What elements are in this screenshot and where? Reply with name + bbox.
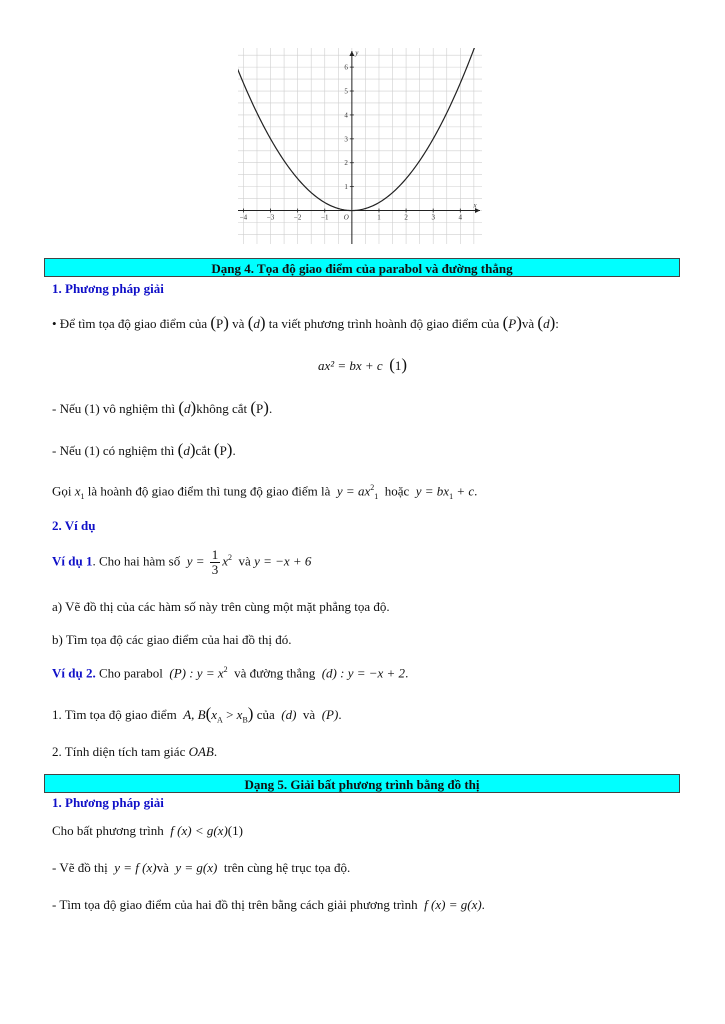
y-tick-label: 6	[344, 63, 348, 72]
section-5-line-1: Cho bất phương trình f (x) < g(x)(1)	[52, 823, 243, 838]
origin-label: O	[343, 213, 349, 222]
section-5-banner: Dạng 5. Giải bất phương trình bằng đồ thị	[44, 774, 680, 793]
x-tick-label: −3	[266, 213, 275, 222]
x-tick-label: 4	[458, 213, 463, 222]
example-1-part-b: b) Tìm tọa độ các giao điểm của hai đồ thị đó.	[52, 632, 292, 647]
x-tick-label: 3	[431, 213, 435, 222]
graph-tick-labels	[240, 49, 478, 222]
section-5-method-heading: 1. Phương pháp giải	[52, 795, 164, 810]
section-5-line-3: - Tìm tọa độ giao điểm của hai đồ thị trên bằng cách giải phương trình f (x) = g(x).	[52, 897, 485, 912]
parabol-curve	[238, 48, 477, 211]
case-1-line: - Nếu (1) vô nghiệm thì (d)không cắt (P).	[52, 398, 273, 417]
y-axis-label: y	[355, 49, 359, 57]
x-tick-label: −1	[321, 213, 329, 222]
x-tick-label: 2	[404, 213, 408, 222]
x-tick-label: 1	[377, 213, 381, 222]
section-4-method-heading: 1. Phương pháp giải	[52, 281, 164, 296]
y-tick-label: 1	[344, 183, 348, 192]
bullet-line: • Để tìm tọa độ giao điểm của (P) và (d) ta viết phương trình hoành độ giao điểm của (P)và (d):	[52, 313, 559, 332]
example-2-part-2: 2. Tính diện tích tam giác OAB.	[52, 744, 218, 759]
x-tick-label: −4	[239, 213, 248, 222]
y-tick-label: 4	[344, 111, 348, 120]
parabol-graph	[238, 48, 482, 244]
y-tick-label: 3	[344, 135, 348, 144]
graph-axes	[238, 51, 480, 244]
x-axis-label: x	[473, 201, 477, 210]
y-tick-label: 2	[344, 159, 348, 168]
section-4-banner: Dạng 4. Tọa độ giao điểm của parabol và đường thẳng	[44, 258, 680, 277]
section-5-line-2: - Vẽ đồ thị y = f (x)và y = g(x) trên cùng hệ trục tọa độ.	[52, 860, 351, 875]
section-4-example-heading: 2. Ví dụ	[52, 518, 96, 533]
fraction-one-third: $\frac{1}{3}$	[211, 547, 219, 577]
example-1-part-a: a) Vẽ đồ thị của các hàm số này trên cùng một mặt phẳng tọa độ.	[52, 599, 390, 614]
x-tick-label: −2	[293, 213, 302, 222]
example-2-part-1: 1. Tìm tọa độ giao điểm A, $B(x_A > x_B)$ của (d) và (P).	[52, 704, 342, 725]
example-1-line: Ví dụ 1. Cho hai hàm số y = $\frac{1}{3}$ $x^2$ và y = −x + 6	[52, 547, 312, 577]
equation-1: ax² = bx + c (1)	[317, 355, 408, 374]
y-tick-label: 5	[344, 87, 348, 96]
case-2-line: - Nếu (1) có nghiệm thì (d)cắt (P).	[52, 440, 236, 459]
example-2-line: Ví dụ 2. Cho parabol (P) : $y = x^2$ và đường thẳng (d) : y = −x + 2.	[52, 665, 409, 681]
goi-line: Gọi $x_1$ là hoành độ giao điểm thì tung độ giao điểm là $y = ax^2_1$ hoặc $y = bx_1 + c$.	[52, 483, 478, 501]
y-axis-arrow	[349, 51, 354, 56]
